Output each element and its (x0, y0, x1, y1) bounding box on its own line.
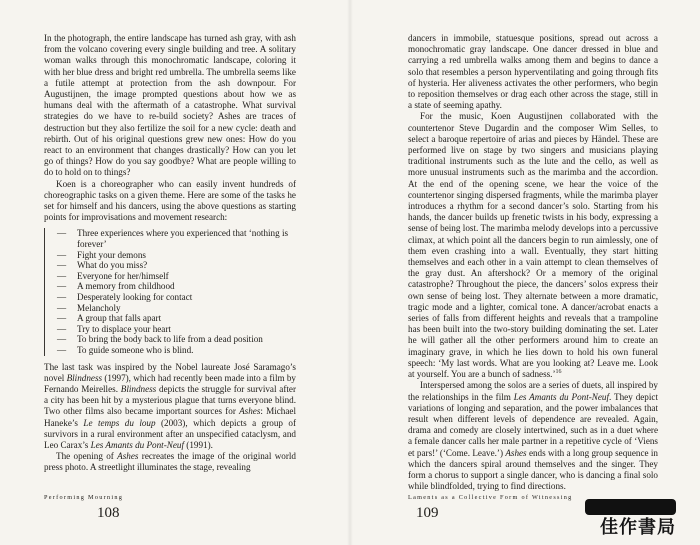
left-paragraph-2: Koen is a choreographer who can easily invent hundreds of choreographic tasks on a given theme. Here are some of the tasks he set for himself and his dancers, using the above questions as starting points for improvisations and movement research: (44, 178, 296, 223)
left-paragraph-4 (44, 451, 296, 473)
text-run: recreates the image of the original world press photo. A streetlight illuminates the stage, revealing (44, 451, 296, 473)
task-item: — A memory from childhood (67, 281, 296, 292)
title-le-temps-du-loup: Le temps du loup (83, 417, 156, 428)
text-run: . They depict variations of longing and separation, and the power imbalances that result when different levels of dependence are revealed. Again, drama and comedy are closely intertwined, such as in a duet where a female dancer calls her male partner in a repetitive cycle of ‘Viens et pars!’ (‘Come. Leave.’) (408, 391, 658, 458)
task-item: — Fight your demons (67, 250, 296, 261)
task-list (44, 228, 296, 355)
left-page-body (44, 33, 296, 474)
text-run: The last task was inspired by the Nobel laureate José Saramago’s novel (44, 361, 296, 383)
right-paragraph-3 (408, 380, 658, 492)
text-run: The opening of (56, 451, 118, 462)
title-ashes: Ashes (505, 447, 527, 458)
task-item: — To guide someone who is blind. (67, 345, 296, 356)
title-blindness: Blindness (66, 372, 103, 383)
running-head-left: Performing Mourning (44, 494, 124, 501)
task-item: — Three experiences where you experienced that ‘nothing is forever’ (67, 228, 296, 249)
page-number-left: 108 (97, 505, 120, 521)
text-run: ends with a long group sequence in which the dancers spiral around themselves and the singer. They form a chorus to support a single dancer, who is dancing a final solo while blindfolded, trying to find directions. (408, 447, 658, 492)
page-number-right: 109 (416, 505, 439, 521)
task-item: — Melancholy (67, 303, 296, 314)
text-run: Interspersed among the solos are a series of duets, all inspired by the relationships in the film (408, 380, 658, 402)
title-blindness: Blindness (120, 383, 157, 394)
right-page-body (408, 33, 658, 492)
text-run: (1991). (184, 440, 213, 450)
footnote-marker: 16 (555, 369, 562, 376)
text-run: (2003), which depicts a group of survivors in a rural environment after an unspecified cataclysm, and Leo Carax’s (44, 417, 297, 450)
running-head-right: Laments as a Collective Form of Witnessing (408, 494, 573, 501)
text-run: (1997), which had recently been made into a film by Fernando Meirelles. (44, 372, 296, 394)
title-ashes: Ashes (117, 451, 139, 462)
task-item: — Desperately looking for contact (67, 292, 296, 303)
task-item: — To bring the body back to life from a dead position (67, 334, 296, 345)
title-ashes: Ashes (239, 406, 261, 417)
left-paragraph-3 (44, 362, 296, 452)
title-les-amants: Les Amants du Pont-Neuf (513, 391, 610, 402)
left-paragraph-1: In the photograph, the entire landscape has turned ash gray, with ash from the volcano covering every single building and tree. A solitary woman walks through this monochromatic landscape, coloring it with her blue dress and bright red umbrella. The umbrella seems like a futile attempt at protection from the ash downpour. For Augustijnen, the image prompted questions about how we as humans deal with the aftermath of a catastrophe. What survival strategies do we have to re-build society? Ashes are traces of destruction but they also fertilize the soil for a new cycle: death and rebirth. Out of his original questions grew new ones: How do you react to an environment that changes drastically? How can you let go of things? How do you say goodbye? What are people willing to do to hold on to things? (44, 33, 296, 178)
right-page (350, 0, 700, 545)
task-item: — Everyone for her/himself (67, 271, 296, 282)
watermark-stamp: 佳作書局 (600, 517, 676, 538)
task-item: — What do you miss? (67, 260, 296, 271)
right-paragraph-1: dancers in immobile, statuesque positions, spread out across a monochromatic gray landscape. One dancer dressed in blue and carrying a red umbrella walks among them and begins to dance a solo that resembles a person hyperventilating and going through fits of hysteria. Her aliveness activates the other performers, who begin to reposition themselves or drag each other across the stage, still in a state of seeming apathy. (408, 33, 658, 111)
text-run: : Michael Haneke’s (44, 406, 297, 428)
text-run: For the music, Koen Augustijnen collaborated with the countertenor Steve Dugardin and the composer Wim Selles, to select a baroque repertoire of arias and pieces by Händel. These are performed live on stage by two singers and musicians playing traditional instruments such as the lute and the cello, as well as more unusual instruments such as the marimba and the accordion. At the end of the opening scene, we hear the voice of the countertenor singing dispersed fragments, while the marimba player introduces a rhythm for a second dancer’s solo. Starting from his hands, the dancer builds up frenetic twists in his body, expressing a sense of being lost. The marimba melody develops into a percussive climax, at which point all the dancers begin to run aimlessly, one of them even crashing into a wall. Eventually, they start hitting themselves and each other in a vain attempt to clean themselves of the gray dust. An aftershock? Or a memory of the original catastrophe? Throughout the piece, the dancers’ solos express their own sense of being lost. They alternate between a more dramatic, tragic mode and a lighter, comical tone. A dancer/acrobat enacts a series of falls from different heights and reveals that a trampoline has been built into the two-story building dominating the set. Later he will gather all the other performers around him to create an imaginary grave, in which he lies down to hold his own funeral speech: ‘My last words. What are you looking at? Leave me. Look at yourself. You are a bunch of sadness.’ (408, 111, 658, 380)
text-run: depicts the struggle for survival after a city has been hit by a mysterious plague that turns everyone blind. Two other films also became important sources for (44, 383, 296, 417)
right-paragraph-2 (408, 111, 658, 380)
title-les-amants: Les Amants du Pont-Neuf (90, 440, 184, 450)
task-item: — Try to displace your heart (67, 324, 296, 335)
task-item: — A group that falls apart (67, 313, 296, 324)
